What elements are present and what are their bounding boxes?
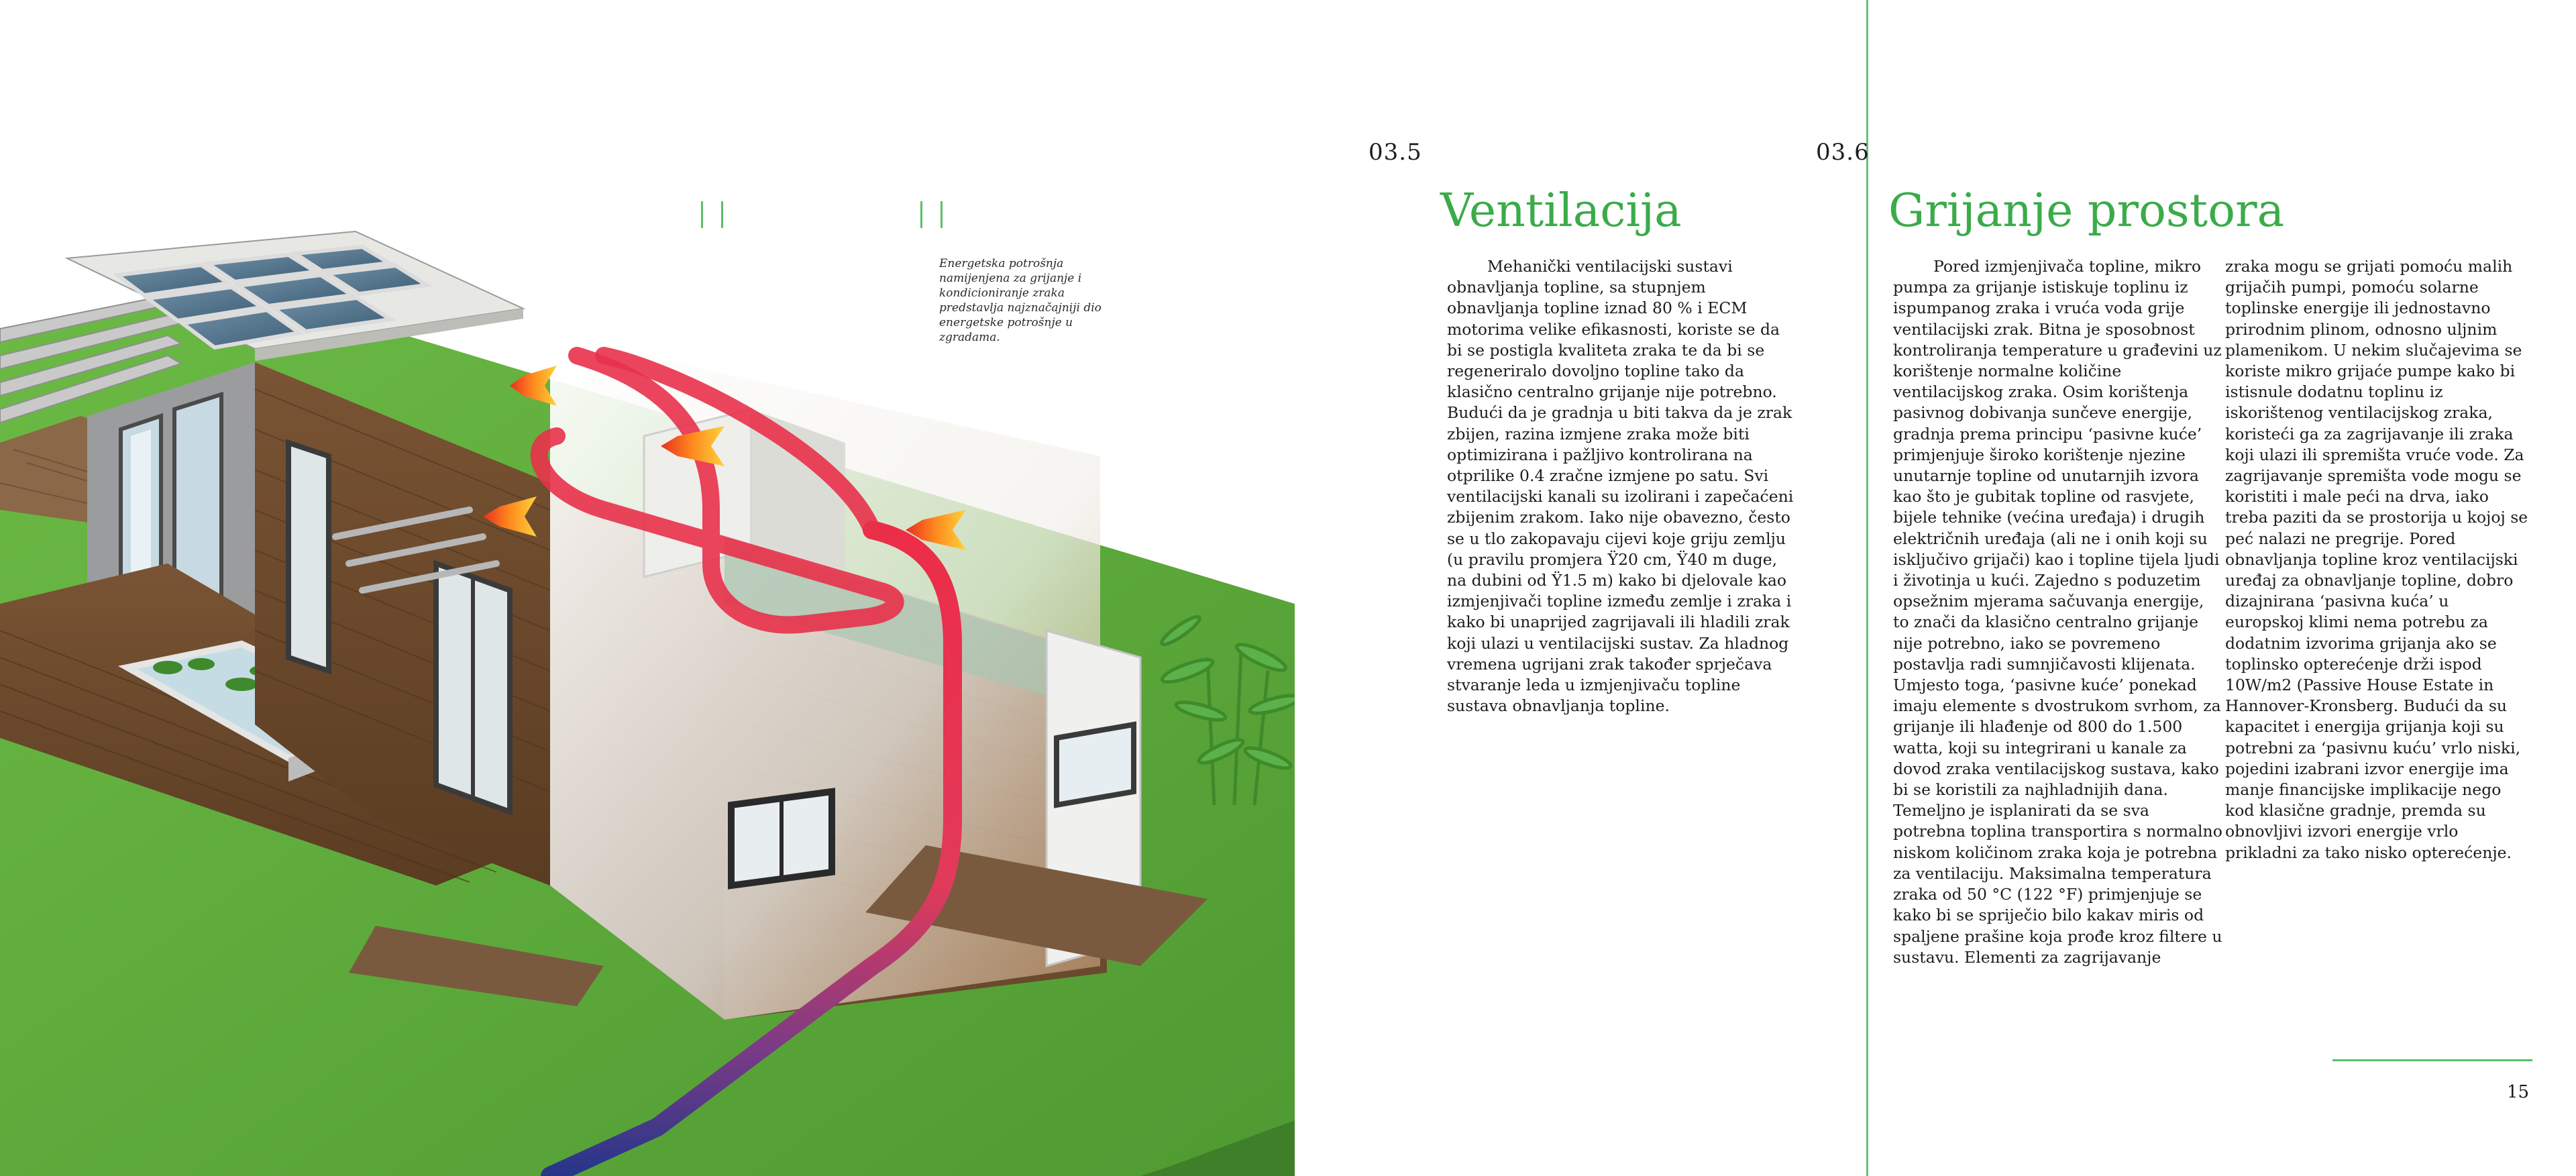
section-title: Ventilacija (1440, 184, 1682, 237)
page-divider (1866, 0, 1868, 1176)
section-body-column-1: Pored izmjenjivača topline, mikro pumpa za grijanje istiskuje toplinu iz ispumpanog zraka i vruća voda grije ventilacijski zrak. Bitna je sposobnost kontroliranja temperature u građevini uz korištenje normalne količine ventilacijskog zraka. Osim korištenja pasivnog dobivanja sunčeve energije, gradnja prema principu ‘pasivne kuće’ primjenjuje široko korištenje njezine unutarnje topline od unutarnjih izvora kao što je gubitak topline od rasvjete, bijele tehnike (većina uređaja) i drugih električnih uređaja (ali ne i onih koji su isključivo grijači) kao i topline tijela ljudi i životinja u kući. Zajedno s poduzetim opsežnim mjerama sačuvanja energije, to znači da klasično centralno grijanje nije potrebno, iako se povremeno postavlja radi sumnjičavosti klijenata. Umjesto toga, ‘pasivne kuće’ ponekad imaju elemente s dvostrukom svrhom, za grijanje ili hlađenje od 800 do 1.500 watta, koji su integrirani u kanale za dovod zraka ventilacijskog sustava, kako bi se koristili za najhladnijih dana. Temeljno je isplanirati da se sva potrebna toplina transportira s normalno niskom količinom zraka koja je potrebna za ventilaciju. Maksimalna temperatura zraka od 50 °C (122 °F) primjenjuje se kako bi se spriječio bilo kakav miris od spaljene prašine koja prođe kroz filtere u sustavu. Elementi za zagrijavanje (1893, 257, 2222, 967)
section-number: 03.6 (1816, 139, 1870, 166)
front-door-left (288, 443, 329, 671)
page-number: 15 (2507, 1082, 2530, 1102)
section-body: Mehanički ventilacijski sustavi obnavljanja topline, sa stupnjem obnavljanja topline iznad 80 % i ECM motorima velike efikasnosti, koriste se da bi se postigla kvaliteta zraka te da bi se regeneriralo dovoljno topline tako da klasično centralno grijanje nije potrebno. Budući da je gradnja u biti takva da je zrak zbijen, razina izmjene zraka može biti optimizirana i pažljivo kontrolirana na otprilike 0.4 zračne izmjene po satu. Svi ventilacijski kanali su izolirani i zapečaćeni zbijenim zrakom. Iako nije obavezno, često se u tlo zakopavaju cijevi koje griju zemlju (u pravilu promjera Ÿ20 cm, Ÿ40 m duge, na dubini od Ÿ1.5 m) kako bi djelovale kao izmjenjivači topline između zemlje i zraka i kako bi unaprijed zagrijavali ili hladili zrak koji ulazi u ventilacijski sustav. Za hladnog vremena ugrijani zrak također sprječava stvaranje leda u izmjenjivaču topline sustava obnavljanja topline. (1447, 257, 1794, 716)
section-title: Grijanje prostora (1888, 184, 2285, 237)
marker-line (941, 201, 943, 228)
illustration-caption: Energetska potrošnja namijenjena za grijanje i kondicioniranje zraka predstavlja najznačajniji dio energetske potrošnje u zgradama. (939, 257, 1102, 344)
marker-line (701, 201, 703, 228)
section-number: 03.5 (1368, 139, 1422, 166)
marker-line (920, 201, 922, 228)
marker-line (721, 201, 723, 228)
section-body-column-2: zraka mogu se grijati pomoću malih grijačih pumpi, pomoću solarne toplinske energije ili jednostavno prirodnim plinom, odnosno uljnim plamenikom. U nekim slučajevima se koriste mikro grijaće pumpe kako bi istisnule dodatnu toplinu iz iskorištenog ventilacijskog zraka, koristeći ga za zagrijavanje ili zraka koji ulazi ili spremišta vruće vode. Za zagrijavanje spremišta vode mogu se koristiti i male peći na drva, iako treba paziti da se prostorija u kojoj se peć nalazi ne pregrije. Pored obnavljanja topline kroz ventilacijski uređaj za obnavljanje topline, dobro dizajnirana ‘pasivna kuća’ u europskoj klimi nema potrebu za dodatnim izvorima grijanja ako se toplinsko opterećenje drži ispod 10W/m2 (Passive House Estate in Hannover-Kronsberg. Budući da su kapacitet i energija grijanja koji su potrebni za ‘pasivnu kuću’ vrlo niski, pojedini izabrani izvor energije ima manje financijske implikacije nego kod klasične gradnje, premda su obnovljivi izvori energije vrlo prikladni za tako nisko opterećenje. (2225, 257, 2528, 862)
footer-rule (2332, 1059, 2532, 1061)
